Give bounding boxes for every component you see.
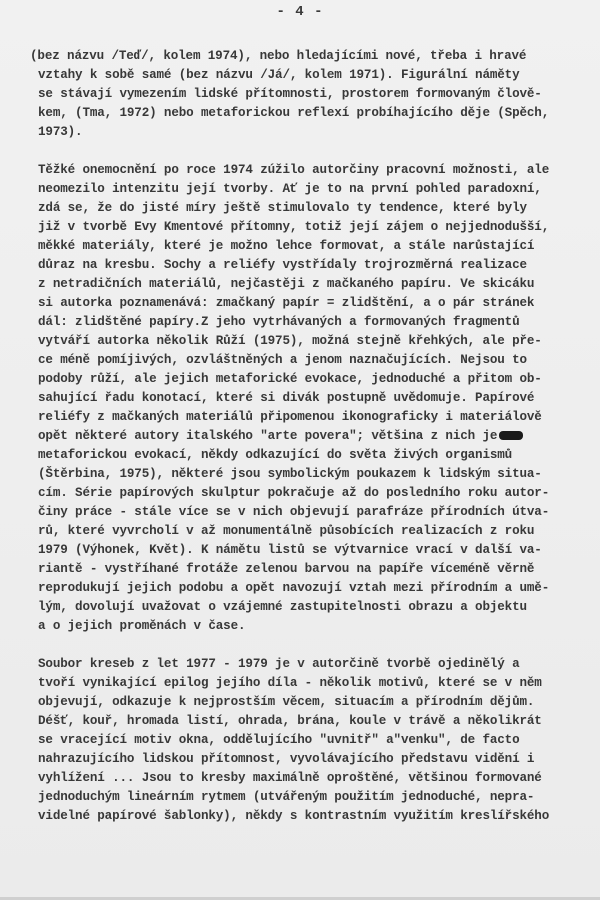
text-line: činy práce - stále více se v nich objevují parafráze přírodních útva-: [38, 505, 550, 519]
text-line: vytváří autorka několik Růží (1975), možná stejně křehkých, ale pře-: [38, 334, 542, 348]
text-line: riantě - vystříhané frotáže zelenou barvou na papíře víceméně věrně: [38, 562, 535, 576]
text-line: a o jejich proměnách v čase.: [38, 619, 246, 633]
text-line: (bez názvu /Teď/, kolem 1974), nebo hledajícími nové, třeba i hravé: [30, 49, 527, 63]
text-line: si autorka poznamenává: zmačkaný papír = zlidštění, a o pár stránek: [38, 296, 535, 310]
text-line-with-strikeout: [38, 427, 590, 446]
text-line: kem, (Tma, 1972) nebo metaforickou reflexí probíhajícího děje (Spěch,: [38, 106, 550, 120]
text-line: se vracející motiv okna, oddělujícího "uvnitř" a"venku", de facto: [38, 733, 520, 747]
text-line: důraz na kresbu. Sochy a reliéfy vystřídaly trojrozměrná realizace: [38, 258, 527, 272]
text-line: reliéfy z mačkaných materiálů připomenou ikonograficky i materiálově: [38, 410, 542, 424]
text-line: rů, které vyvrcholí v až monumentálně působících realizacích z roku: [38, 524, 535, 538]
text-line: sahující řadu konotací, které si divák postupně uvědomuje. Papírové: [38, 391, 535, 405]
text-line: již v tvorbě Evy Kmentové přítomny, totiž její zájem o nejjednodušší,: [38, 220, 550, 234]
text-line: 1979 (Výhonek, Květ). K námětu listů se výtvarnice vrací v další va-: [38, 543, 542, 557]
text-line: nahrazujícího lidskou přítomnost, vyvolávajícího představu vidění i: [38, 752, 535, 766]
text-line: vztahy k sobě samé (bez názvu /Já/, kolem 1971). Figurální náměty: [38, 68, 520, 82]
text-line: opět některé autory italského "arte povera"; většina z nich je: [38, 429, 498, 443]
struck-out-word: [499, 431, 523, 440]
text-line: neomezilo intenzitu její tvorby. Ať je to na první pohled paradoxní,: [38, 182, 542, 196]
body-text: [30, 47, 590, 845]
paragraph-1: [30, 47, 590, 142]
text-line: podoby růží, ale jejich metaforické evokace, jednoduché a přitom ob-: [38, 372, 542, 386]
text-line: Déšť, kouř, hromada listí, ohrada, brána, koule v trávě a několikrát: [38, 714, 542, 728]
text-line: lým, dovolují uvažovat o vzájemné zastupitelnosti obrazu a objektu: [38, 600, 527, 614]
text-line: reprodukují jejich podobu a opět navozují vztah mezi přírodním a umě-: [38, 581, 550, 595]
text-line: (Štěrbina, 1975), některé jsou symbolickým poukazem k lidským situa-: [38, 467, 542, 481]
text-line: tvoří vynikající epilog jejího díla - několik motivů, které se v něm: [38, 676, 542, 690]
text-line: Soubor kreseb z let 1977 - 1979 je v autorčině tvorbě ojedinělý a: [38, 657, 520, 671]
text-line: metaforickou evokací, někdy odkazující do světa živých organismů: [38, 448, 513, 462]
text-line: měkké materiály, které je možno lehce formovat, a stále narůstající: [38, 239, 535, 253]
paragraph-2: [38, 161, 590, 636]
text-line: dál: zlidštěné papíry.Z jeho vytrhávaných a formovaných fragmentů: [38, 315, 520, 329]
page-number: - 4 -: [276, 4, 324, 20]
text-line: videlné papírové šablonky), někdy s kontrastním využitím kreslířského: [38, 809, 550, 823]
text-line: Těžké onemocnění po roce 1974 zúžilo autorčiny pracovní možnosti, ale: [38, 163, 550, 177]
text-line: cím. Série papírových skulptur pokračuje až do posledního roku autor-: [38, 486, 550, 500]
text-line: objevují, odkazuje k nejprostším věcem, situacím a přírodním dějům.: [38, 695, 535, 709]
paragraph-3: [38, 655, 590, 826]
text-line: jednoduchým lineárním rytmem (utvářeným použitím jednoduché, nepra-: [38, 790, 535, 804]
text-line: zdá se, že do jisté míry ještě stimulovalo ty tendence, které byly: [38, 201, 527, 215]
text-line: ce méně pomíjivých, ozvláštněných a jenom naznačujících. Nejsou to: [38, 353, 527, 367]
text-line: se stávají vymezením lidské přítomnosti, prostorem formovaným člově-: [38, 87, 542, 101]
text-line: vyhlížení ... Jsou to kresby maximálně oproštěné, většinou formované: [38, 771, 542, 785]
text-line: z netradičních materiálů, nejčastěji z mačkaného papíru. Ve skicáku: [38, 277, 535, 291]
text-line: 1973).: [38, 125, 83, 139]
